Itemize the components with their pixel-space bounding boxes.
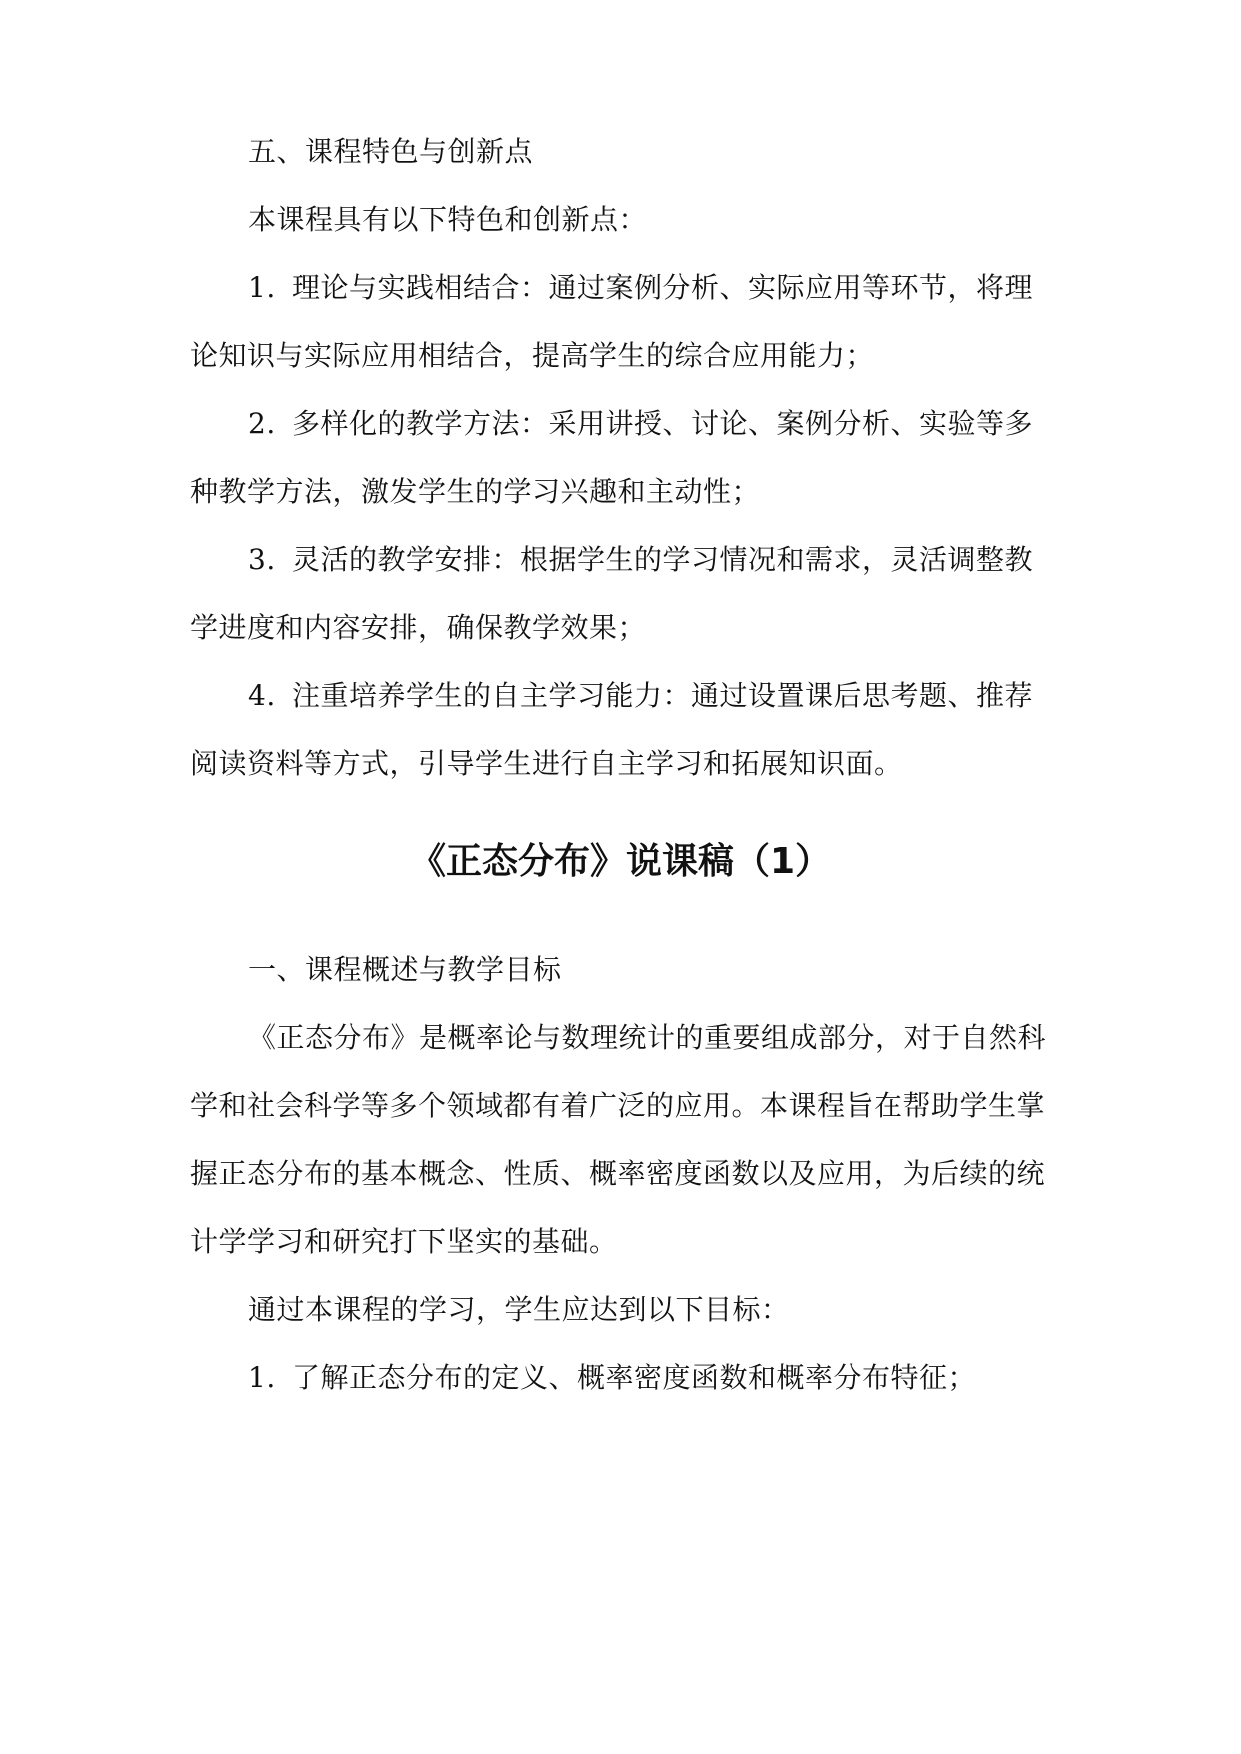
list-item-text: 注重培养学生的自主学习能力：通过设置课后思考题、推荐 bbox=[292, 679, 1034, 712]
list-number: 2. bbox=[248, 407, 276, 440]
paragraph-line: 《正态分布》是概率论与数理统计的重要组成部分，对于自然科 bbox=[248, 1021, 1047, 1054]
list-number: 1. bbox=[248, 1361, 276, 1394]
list-item-text: 多样化的教学方法：采用讲授、讨论、案例分析、实验等多 bbox=[292, 407, 1034, 440]
section-intro: 本课程具有以下特色和创新点： bbox=[248, 203, 648, 236]
paragraph-line: 学和社会科学等多个领域都有着广泛的应用。本课程旨在帮助学生掌 bbox=[190, 1089, 1046, 1122]
section-heading: 五、课程特色与创新点 bbox=[248, 135, 534, 168]
paragraph-line: 计学学习和研究打下坚实的基础。 bbox=[190, 1225, 618, 1258]
list-item-continuation: 学进度和内容安排，确保教学效果； bbox=[190, 611, 647, 644]
list-item-continuation: 种教学方法，激发学生的学习兴趣和主动性； bbox=[190, 475, 761, 508]
list-number: 3. bbox=[248, 543, 276, 576]
list-item-continuation: 阅读资料等方式，引导学生进行自主学习和拓展知识面。 bbox=[190, 747, 903, 780]
list-item-text: 了解正态分布的定义、概率密度函数和概率分布特征； bbox=[292, 1361, 977, 1394]
document-title: 《正态分布》说课稿（1） bbox=[409, 841, 832, 882]
section-heading: 一、课程概述与教学目标 bbox=[248, 953, 562, 986]
list-item-text: 灵活的教学安排：根据学生的学习情况和需求，灵活调整教 bbox=[292, 543, 1034, 576]
list-item bbox=[248, 1358, 1070, 1398]
list-item-text: 理论与实践相结合：通过案例分析、实际应用等环节，将理 bbox=[292, 271, 1034, 304]
list-item bbox=[248, 676, 1070, 716]
list-item bbox=[248, 404, 1070, 444]
list-number: 4. bbox=[248, 679, 276, 712]
list-item-continuation: 论知识与实际应用相结合，提高学生的综合应用能力； bbox=[190, 339, 875, 372]
paragraph-line: 握正态分布的基本概念、性质、概率密度函数以及应用，为后续的统 bbox=[190, 1157, 1046, 1190]
list-item bbox=[248, 268, 1070, 308]
list-number: 1. bbox=[248, 271, 276, 304]
list-item bbox=[248, 540, 1070, 580]
goals-intro: 通过本课程的学习，学生应达到以下目标： bbox=[248, 1293, 790, 1326]
